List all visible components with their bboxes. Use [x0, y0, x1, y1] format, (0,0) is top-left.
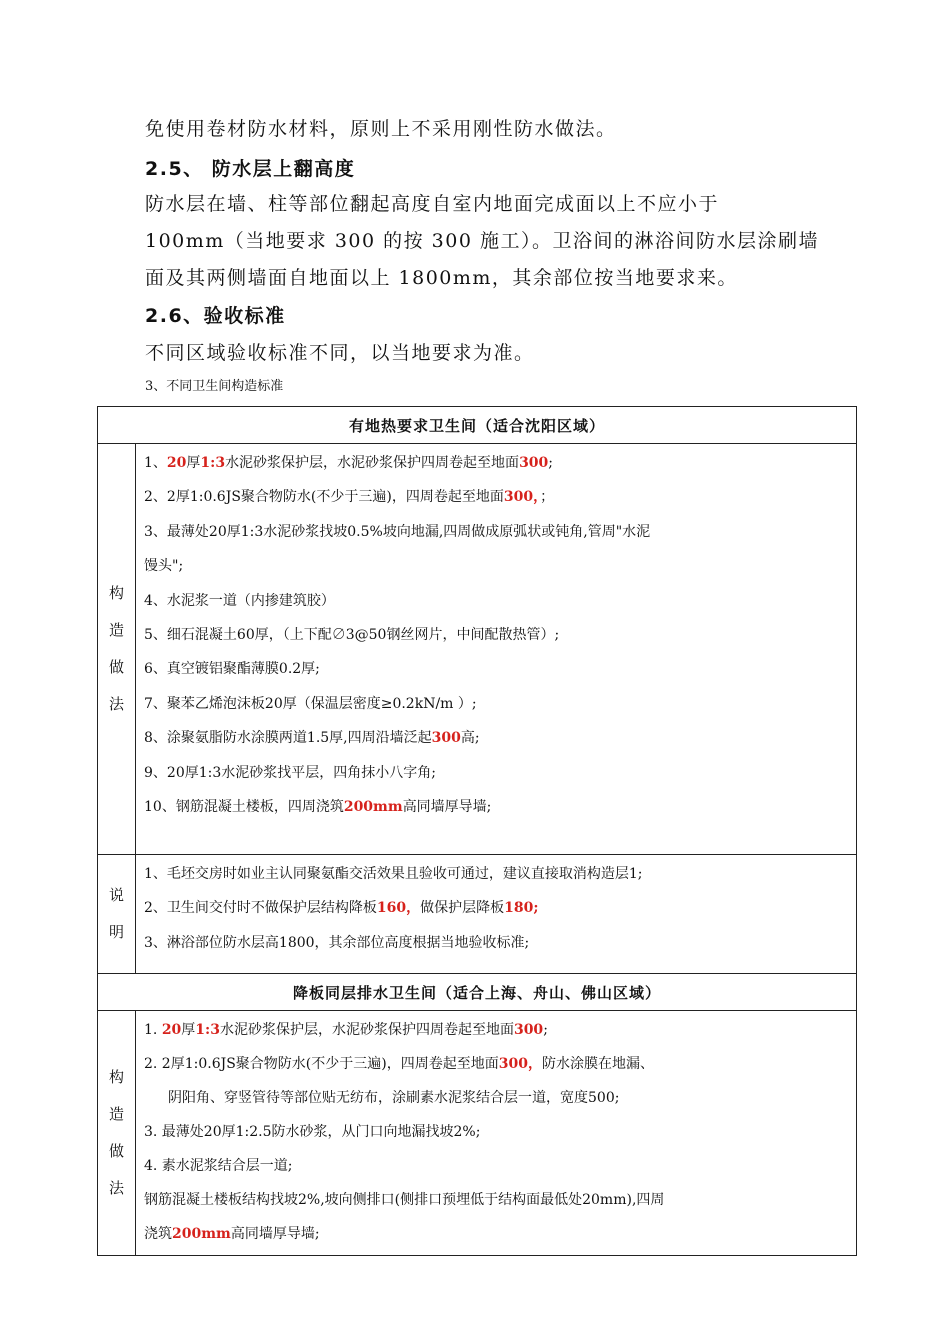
side-char: 造 — [108, 621, 124, 639]
list-item: 2、卫生间交付时不做保护层结构降板160，做保护层降板180; — [144, 900, 539, 917]
table2-construction-list — [136, 1011, 857, 1256]
paragraph-2-6: 不同区域验收标准不同，以当地要求为准。 — [145, 342, 535, 364]
table1-notes-label — [98, 855, 136, 974]
table2-title: 降板同层排水卫生间（适合上海、舟山、佛山区域） — [98, 974, 857, 1011]
side-char: 明 — [108, 923, 124, 941]
table1-construction-label — [98, 444, 136, 855]
intro-line: 免使用卷材防水材料，原则上不采用刚性防水做法。 — [145, 118, 617, 140]
list-item: 4、水泥浆一道（内掺建筑胶） — [144, 592, 335, 609]
list-item: 2、2厚1:0.6JS聚合物防水(不少于三遍)，四周卷起至地面300，； — [144, 489, 555, 506]
side-char: 法 — [108, 695, 124, 713]
list-item: 5、细石混凝土60厚，（上下配∅3@50钢丝网片，中间配散热管）; — [144, 626, 560, 643]
list-item: 7、聚苯乙烯泡沫板20厚（保温层密度≥0.2kN/m ）; — [144, 695, 477, 712]
list-item: 9、20厚1:3水泥砂浆找平层，四角抹小八字角; — [144, 764, 436, 781]
list-item: 馒头"; — [144, 558, 184, 575]
side-char: 构 — [108, 1068, 124, 1086]
list-item: 3、最薄处20厚1:3水泥砂浆找坡0.5%坡向地漏,四周做成原弧状或钝角,管周"水泥 — [144, 523, 651, 540]
side-char: 做 — [108, 1142, 124, 1160]
list-item: 阴阳角、穿竖管待等部位贴无纺布，涂刷素水泥浆结合层一道，宽度500; — [168, 1090, 620, 1106]
paragraph-2-5-line1: 防水层在墙、柱等部位翻起高度自室内地面完成面以上不应小于 — [145, 193, 720, 215]
construction-standard-table — [97, 406, 857, 1256]
side-char: 说 — [108, 886, 124, 904]
list-item: 3、淋浴部位防水层高1800，其余部位高度根据当地验收标准; — [144, 934, 530, 951]
list-item: 4. 素水泥浆结合层一道; — [144, 1158, 293, 1174]
list-item: 10、钢筋混凝土楼板，四周浇筑200mm高同墙厚导墙; — [144, 798, 492, 815]
section-heading-2-5: 2.5、 防水层上翻高度 — [145, 158, 356, 180]
list-item: 浇筑200mm高同墙厚导墙; — [144, 1226, 320, 1242]
list-item: 3. 最薄处20厚1:2.5防水砂浆，从门口向地漏找坡2%; — [144, 1124, 481, 1140]
table1-notes-list — [136, 855, 857, 974]
list-item: 1、毛坯交房时如业主认同聚氨酯交活效果且验收可通过，建议直接取消构造层1; — [144, 866, 643, 882]
list-item: 1. 20厚1:3水泥砂浆保护层，水泥砂浆保护四周卷起至地面300; — [144, 1022, 548, 1038]
paragraph-2-5-line2: 100mm（当地要求 300 的按 300 施工）。卫浴间的淋浴间防水层涂刷墙 — [145, 230, 819, 252]
table1-construction-list — [136, 444, 857, 855]
list-item: 6、真空镀铝聚酯薄膜0.2厚; — [144, 661, 320, 678]
section-3-title: 3、不同卫生间构造标准 — [145, 379, 284, 394]
table1-title: 有地热要求卫生间（适合沈阳区域） — [98, 407, 857, 444]
list-item: 2. 2厚1:0.6JS聚合物防水(不少于三遍)，四周卷起至地面300，防水涂膜在地漏、 — [144, 1056, 654, 1072]
paragraph-2-5-line3: 面及其两侧墙面自地面以上 1800mm，其余部位按当地要求来。 — [145, 267, 738, 289]
side-char: 法 — [108, 1179, 124, 1197]
list-item: 8、涂聚氨脂防水涂膜两道1.5厚,四周沿墙泛起300高; — [144, 730, 480, 747]
side-char: 做 — [108, 658, 124, 676]
side-char: 构 — [108, 584, 124, 602]
list-item: 钢筋混凝土楼板结构找坡2%,坡向侧排口(侧排口预埋低于结构面最低处20mm),四周 — [144, 1192, 665, 1208]
section-heading-2-6: 2.6、验收标准 — [145, 305, 286, 327]
table2-construction-label — [98, 1011, 136, 1256]
side-char: 造 — [108, 1105, 124, 1123]
list-item: 1、20厚1:3水泥砂浆保护层，水泥砂浆保护四周卷起至地面300; — [144, 455, 554, 471]
